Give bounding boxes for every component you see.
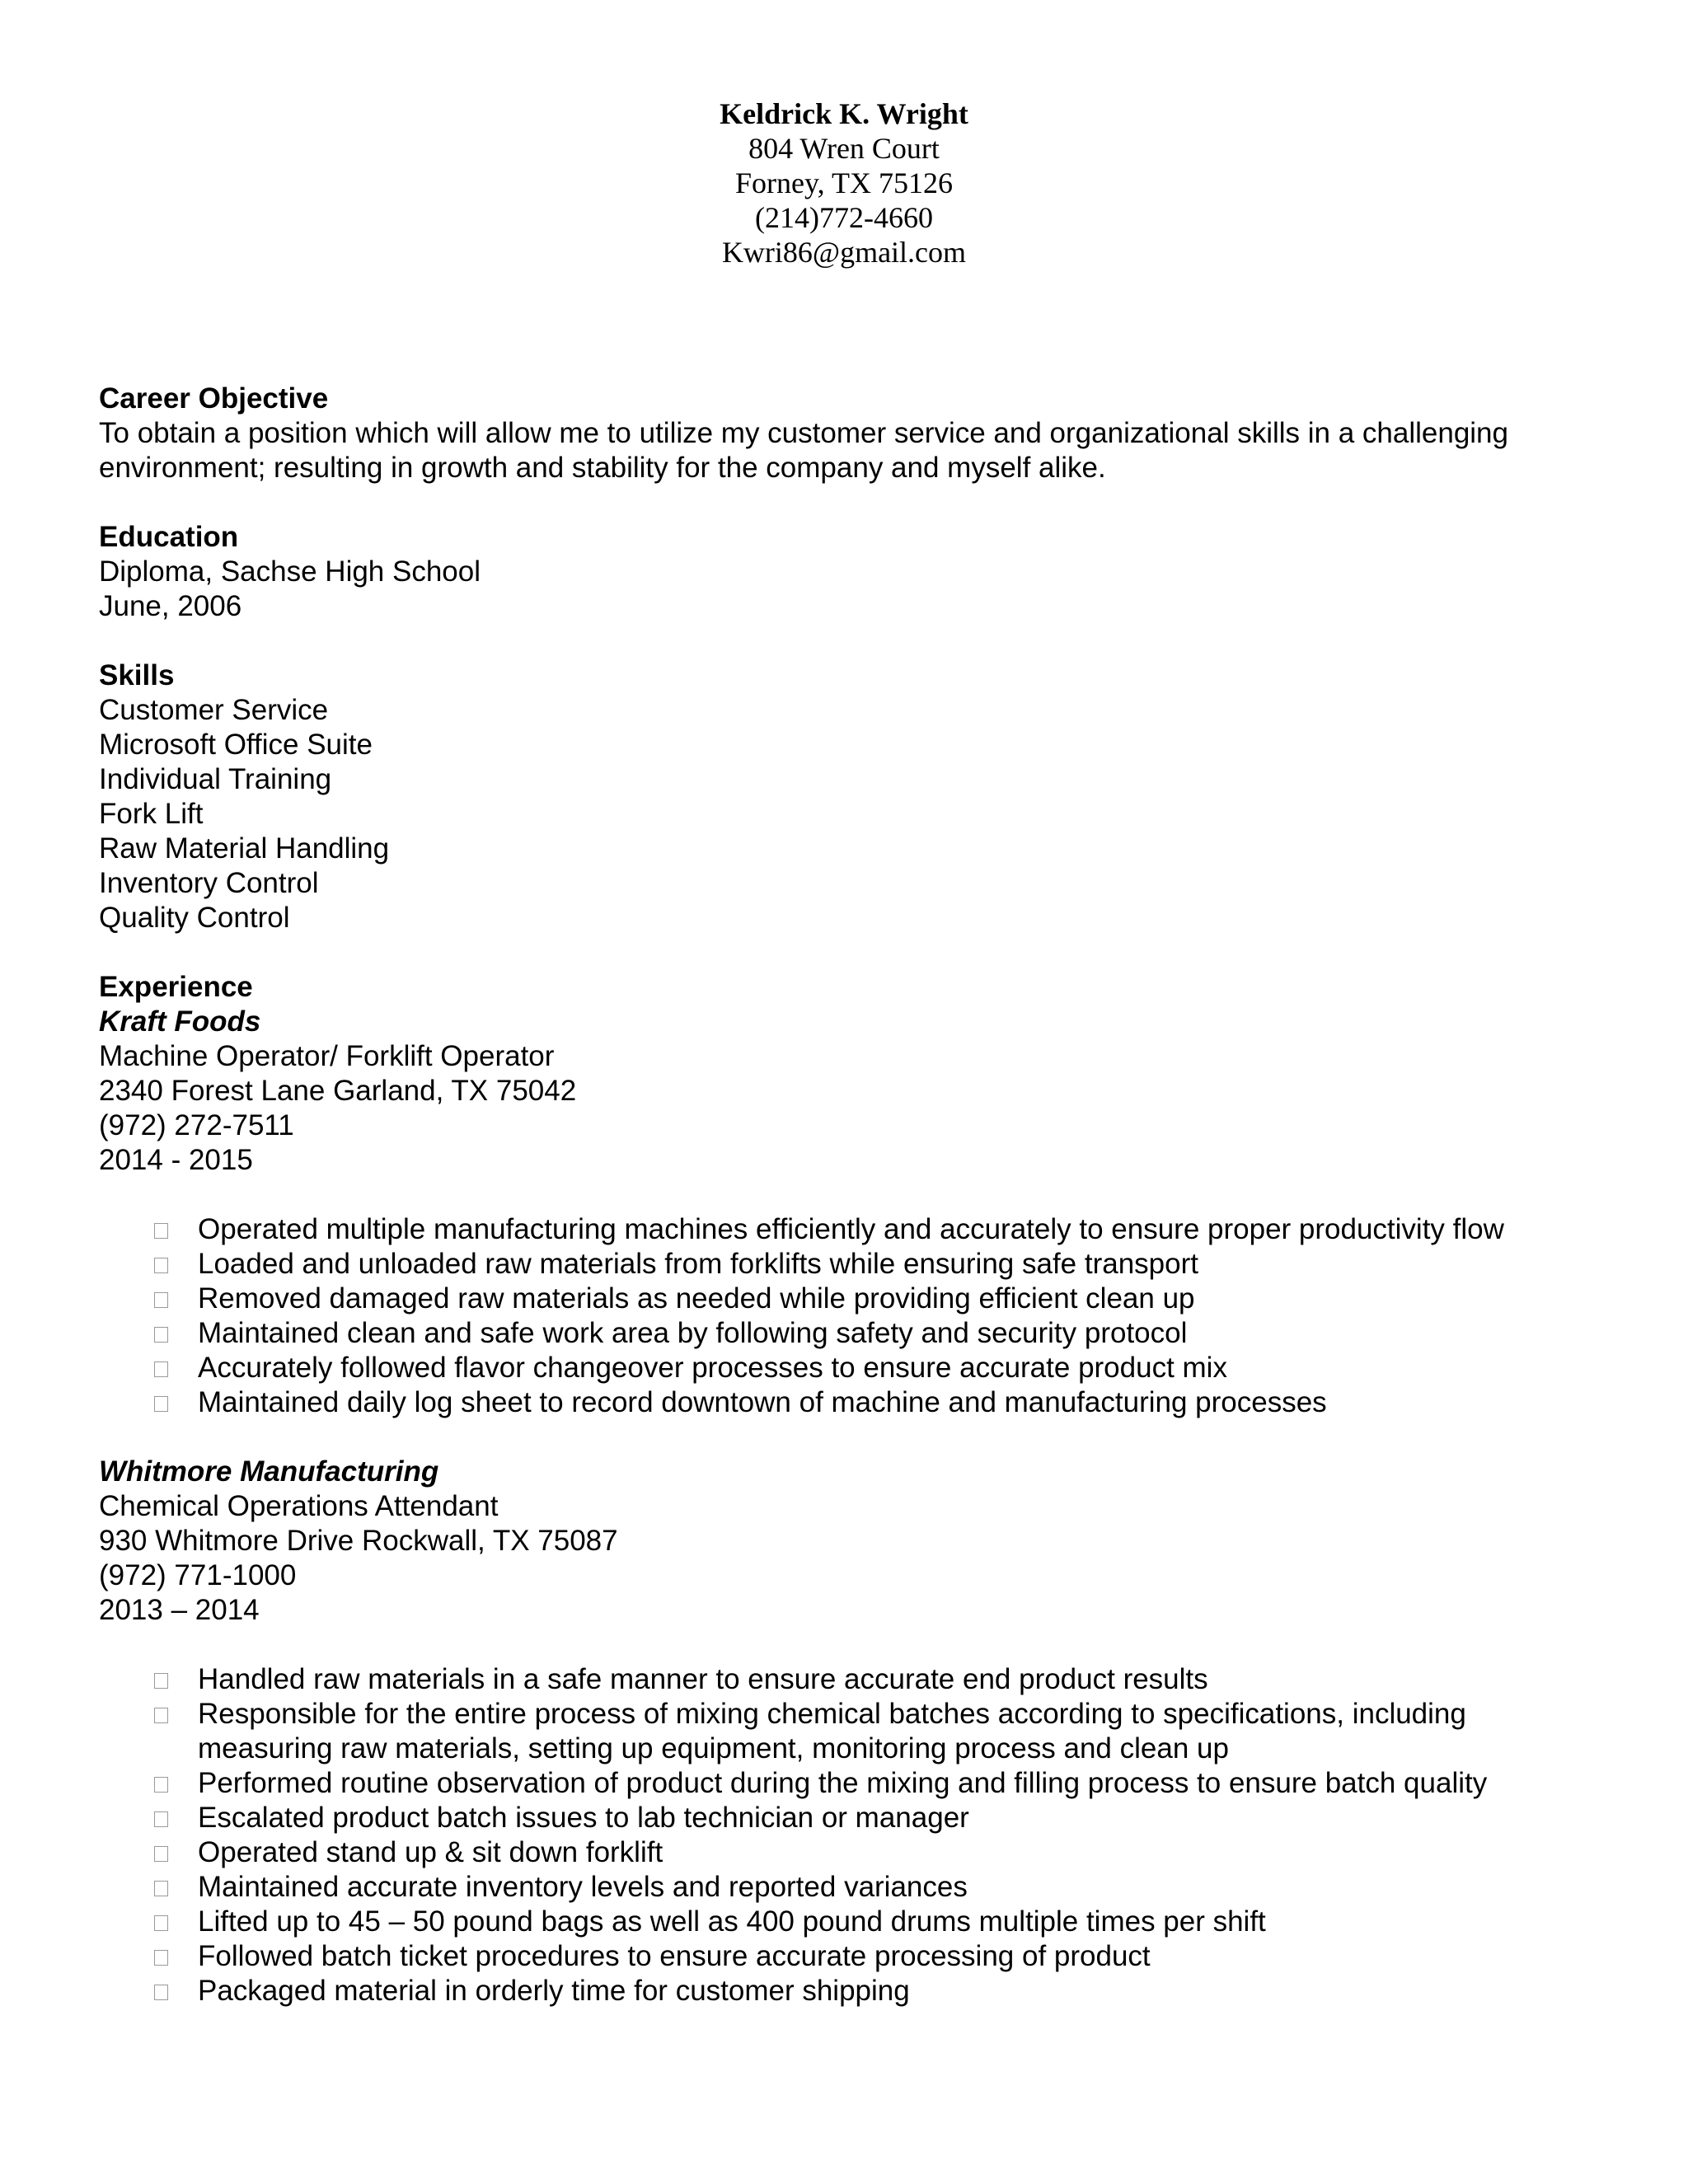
duty-text: Maintained accurate inventory levels and reported variances xyxy=(198,1871,968,1903)
objective-text: To obtain a position which will allow me to utilize my customer service and organizational skills in a challenging environment; resulting in growth and stability for the company and myself alike. xyxy=(99,417,1508,484)
education-section xyxy=(99,520,1607,624)
skill-item: Raw Material Handling xyxy=(99,832,390,865)
duty-text: Followed batch ticket procedures to ensure accurate processing of product xyxy=(198,1940,1151,1972)
duty-text: Handled raw materials in a safe manner to ensure accurate end product results xyxy=(198,1663,1208,1695)
objective-heading: Career Objective xyxy=(99,382,329,415)
checkbox-bullet-icon xyxy=(154,1846,168,1862)
job-title: Machine Operator/ Forklift Operator xyxy=(99,1040,555,1072)
experience-section xyxy=(99,970,1607,2008)
duty-text: Removed damaged raw materials as needed while providing efficient clean up xyxy=(198,1282,1195,1315)
list-item xyxy=(99,1282,1607,1316)
duty-text: Lifted up to 45 – 50 pound bags as well as 400 pound drums multiple times per shift xyxy=(198,1905,1266,1938)
duty-text: Packaged material in orderly time for customer shipping xyxy=(198,1975,910,2007)
job-duties-list xyxy=(99,1212,1607,1420)
list-item xyxy=(99,1385,1607,1420)
job-entry xyxy=(99,1455,1607,2008)
city-state-zip: Forney, TX 75126 xyxy=(735,166,953,199)
company-phone: (972) 272-7511 xyxy=(99,1109,294,1141)
checkbox-bullet-icon xyxy=(154,1985,168,2000)
checkbox-bullet-icon xyxy=(154,1950,168,1966)
checkbox-bullet-icon xyxy=(154,1396,168,1412)
contact-header xyxy=(0,96,1688,269)
skill-item: Microsoft Office Suite xyxy=(99,729,373,761)
skills-section xyxy=(99,658,1607,935)
phone-number: (214)772-4660 xyxy=(755,201,933,234)
checkbox-bullet-icon xyxy=(154,1673,168,1689)
list-item xyxy=(99,1662,1607,1697)
applicant-name: Keldrick K. Wright xyxy=(720,97,968,130)
list-item xyxy=(99,1835,1607,1870)
job-duties-list xyxy=(99,1662,1607,2008)
education-heading: Education xyxy=(99,521,239,553)
checkbox-bullet-icon xyxy=(154,1361,168,1377)
duty-text: Accurately followed flavor changeover processes to ensure accurate product mix xyxy=(198,1352,1227,1384)
objective-section xyxy=(99,382,1607,485)
list-item xyxy=(99,1316,1607,1351)
checkbox-bullet-icon xyxy=(154,1708,168,1723)
education-line: June, 2006 xyxy=(99,590,242,622)
list-item xyxy=(99,1697,1607,1766)
checkbox-bullet-icon xyxy=(154,1258,168,1273)
checkbox-bullet-icon xyxy=(154,1292,168,1308)
checkbox-bullet-icon xyxy=(154,1223,168,1239)
company-address: 930 Whitmore Drive Rockwall, TX 75087 xyxy=(99,1525,618,1557)
duty-text: Maintained daily log sheet to record downtown of machine and manufacturing processes xyxy=(198,1386,1327,1418)
job-dates: 2014 - 2015 xyxy=(99,1144,253,1176)
list-item xyxy=(99,1974,1607,2008)
checkbox-bullet-icon xyxy=(154,1915,168,1931)
skill-item: Inventory Control xyxy=(99,867,319,899)
list-item xyxy=(99,1905,1607,1939)
education-line: Diploma, Sachse High School xyxy=(99,555,481,588)
list-item xyxy=(99,1939,1607,1974)
list-item xyxy=(99,1212,1607,1247)
street-address: 804 Wren Court xyxy=(748,132,940,165)
list-item xyxy=(99,1801,1607,1835)
checkbox-bullet-icon xyxy=(154,1811,168,1827)
job-title: Chemical Operations Attendant xyxy=(99,1490,499,1522)
checkbox-bullet-icon xyxy=(154,1777,168,1793)
list-item xyxy=(99,1870,1607,1905)
list-item xyxy=(99,1351,1607,1385)
duty-text: Operated stand up & sit down forklift xyxy=(198,1836,663,1868)
skill-item: Individual Training xyxy=(99,763,332,795)
company-phone: (972) 771-1000 xyxy=(99,1559,297,1591)
list-item xyxy=(99,1247,1607,1282)
company-address: 2340 Forest Lane Garland, TX 75042 xyxy=(99,1075,577,1107)
skill-item: Fork Lift xyxy=(99,798,204,830)
checkbox-bullet-icon xyxy=(154,1881,168,1896)
duty-text: Escalated product batch issues to lab technician or manager xyxy=(198,1802,969,1834)
company-name: Kraft Foods xyxy=(99,1005,261,1038)
company-name: Whitmore Manufacturing xyxy=(99,1455,439,1488)
checkbox-bullet-icon xyxy=(154,1327,168,1343)
job-dates: 2013 – 2014 xyxy=(99,1594,260,1626)
resume-body xyxy=(99,382,1607,2008)
email-address: Kwri86@gmail.com xyxy=(721,236,967,269)
list-item xyxy=(99,1766,1607,1801)
skills-heading: Skills xyxy=(99,659,175,691)
duty-text: Performed routine observation of product during the mixing and filling process to ensure batch quality xyxy=(198,1767,1488,1799)
duty-text: Maintained clean and safe work area by following safety and security protocol xyxy=(198,1317,1188,1349)
skill-item: Customer Service xyxy=(99,694,329,726)
experience-heading: Experience xyxy=(99,971,253,1003)
job-entry xyxy=(99,1005,1607,1420)
duty-text: Loaded and unloaded raw materials from forklifts while ensuring safe transport xyxy=(198,1248,1198,1280)
duty-text: Operated multiple manufacturing machines efficiently and accurately to ensure proper productivity flow xyxy=(198,1213,1504,1245)
duty-text: Responsible for the entire process of mixing chemical batches according to specifications, including measuring raw materials, setting up equipment, monitoring process and clean up xyxy=(198,1698,1466,1765)
skill-item: Quality Control xyxy=(99,902,290,934)
